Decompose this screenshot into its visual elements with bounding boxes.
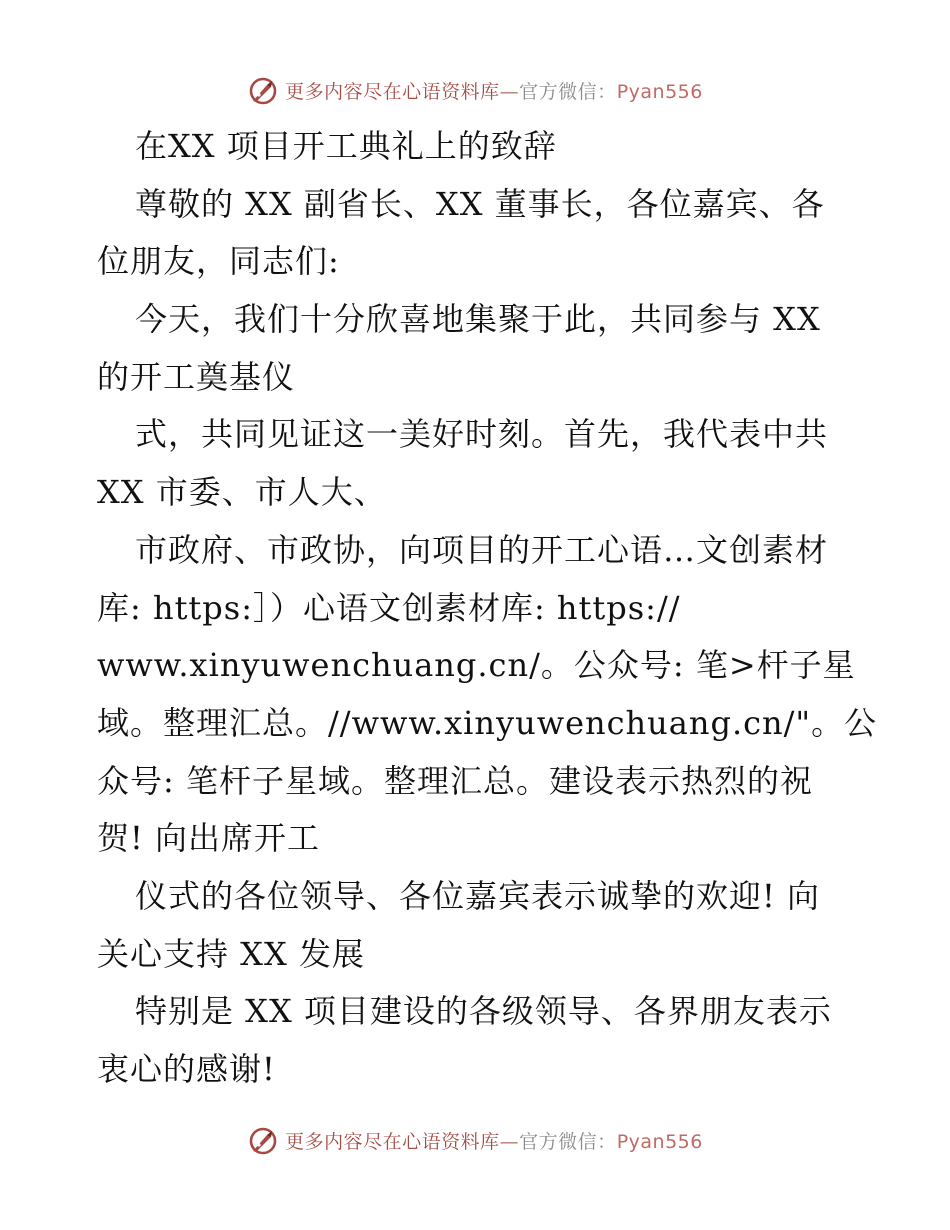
- footer-banner-text: [285, 1127, 703, 1154]
- document-line: 的开工奠基仪: [97, 357, 296, 396]
- footer-banner-main: 更多内容尽在心语资料库: [285, 1130, 500, 1153]
- document-line: 尊敬的 XX 副省长、XX 董事长，各位嘉宾、各: [135, 184, 825, 223]
- document-line: 式，共同见证这一美好时刻。首先，我代表中共: [135, 415, 829, 454]
- document-line: 库: https:］）心语文创素材库: https://: [97, 588, 681, 627]
- header-banner-text: [285, 77, 703, 104]
- document-title: 在XX 项目开工典礼上的致辞: [135, 127, 557, 165]
- header-banner: [0, 70, 950, 110]
- header-banner-main: 更多内容尽在心语资料库: [285, 80, 500, 103]
- header-banner-separator: —: [499, 80, 520, 103]
- document-line: 仪式的各位领导、各位嘉宾表示诚挚的欢迎! 向: [135, 876, 821, 915]
- document-line: 特别是 XX 项目建设的各级领导、各界朋友表示: [135, 992, 832, 1031]
- document-line: XX 市委、市人大、: [97, 473, 387, 512]
- footer-banner-separator: —: [499, 1130, 520, 1153]
- document-line: 贺! 向出席开工: [97, 819, 321, 858]
- header-banner-content: [247, 74, 703, 106]
- footer-banner-content: [247, 1124, 703, 1156]
- document-line: www.xinyuwenchuang.cn/。公众号: 笔>杆子星: [97, 646, 856, 685]
- document-line: 市政府、市政协，向项目的开工心语…文创素材: [135, 530, 829, 569]
- document-line: 众号: 笔杆子星域。整理汇总。建设表示热烈的祝: [97, 761, 813, 800]
- document-line: 位朋友，同志们:: [97, 242, 340, 281]
- footer-banner-wechat-label: 官方微信：: [519, 1130, 617, 1153]
- document-body: [97, 118, 878, 1099]
- document-line: 关心支持 XX 发展: [97, 934, 365, 973]
- document-line: 衷心的感谢!: [97, 1050, 276, 1088]
- pen-nib-logo-icon: [247, 1124, 279, 1156]
- header-banner-wechat-label: 官方微信：: [519, 80, 617, 103]
- pen-nib-logo-icon: [247, 74, 279, 106]
- document-line: 域。整理汇总。//www.xinyuwenchuang.cn/"。公: [97, 703, 878, 742]
- footer-banner: [0, 1120, 950, 1160]
- header-banner-wechat-id: Pyan556: [616, 80, 703, 103]
- document-line: 今天，我们十分欣喜地集聚于此，共同参与 XX: [135, 300, 821, 339]
- footer-banner-wechat-id: Pyan556: [616, 1130, 703, 1153]
